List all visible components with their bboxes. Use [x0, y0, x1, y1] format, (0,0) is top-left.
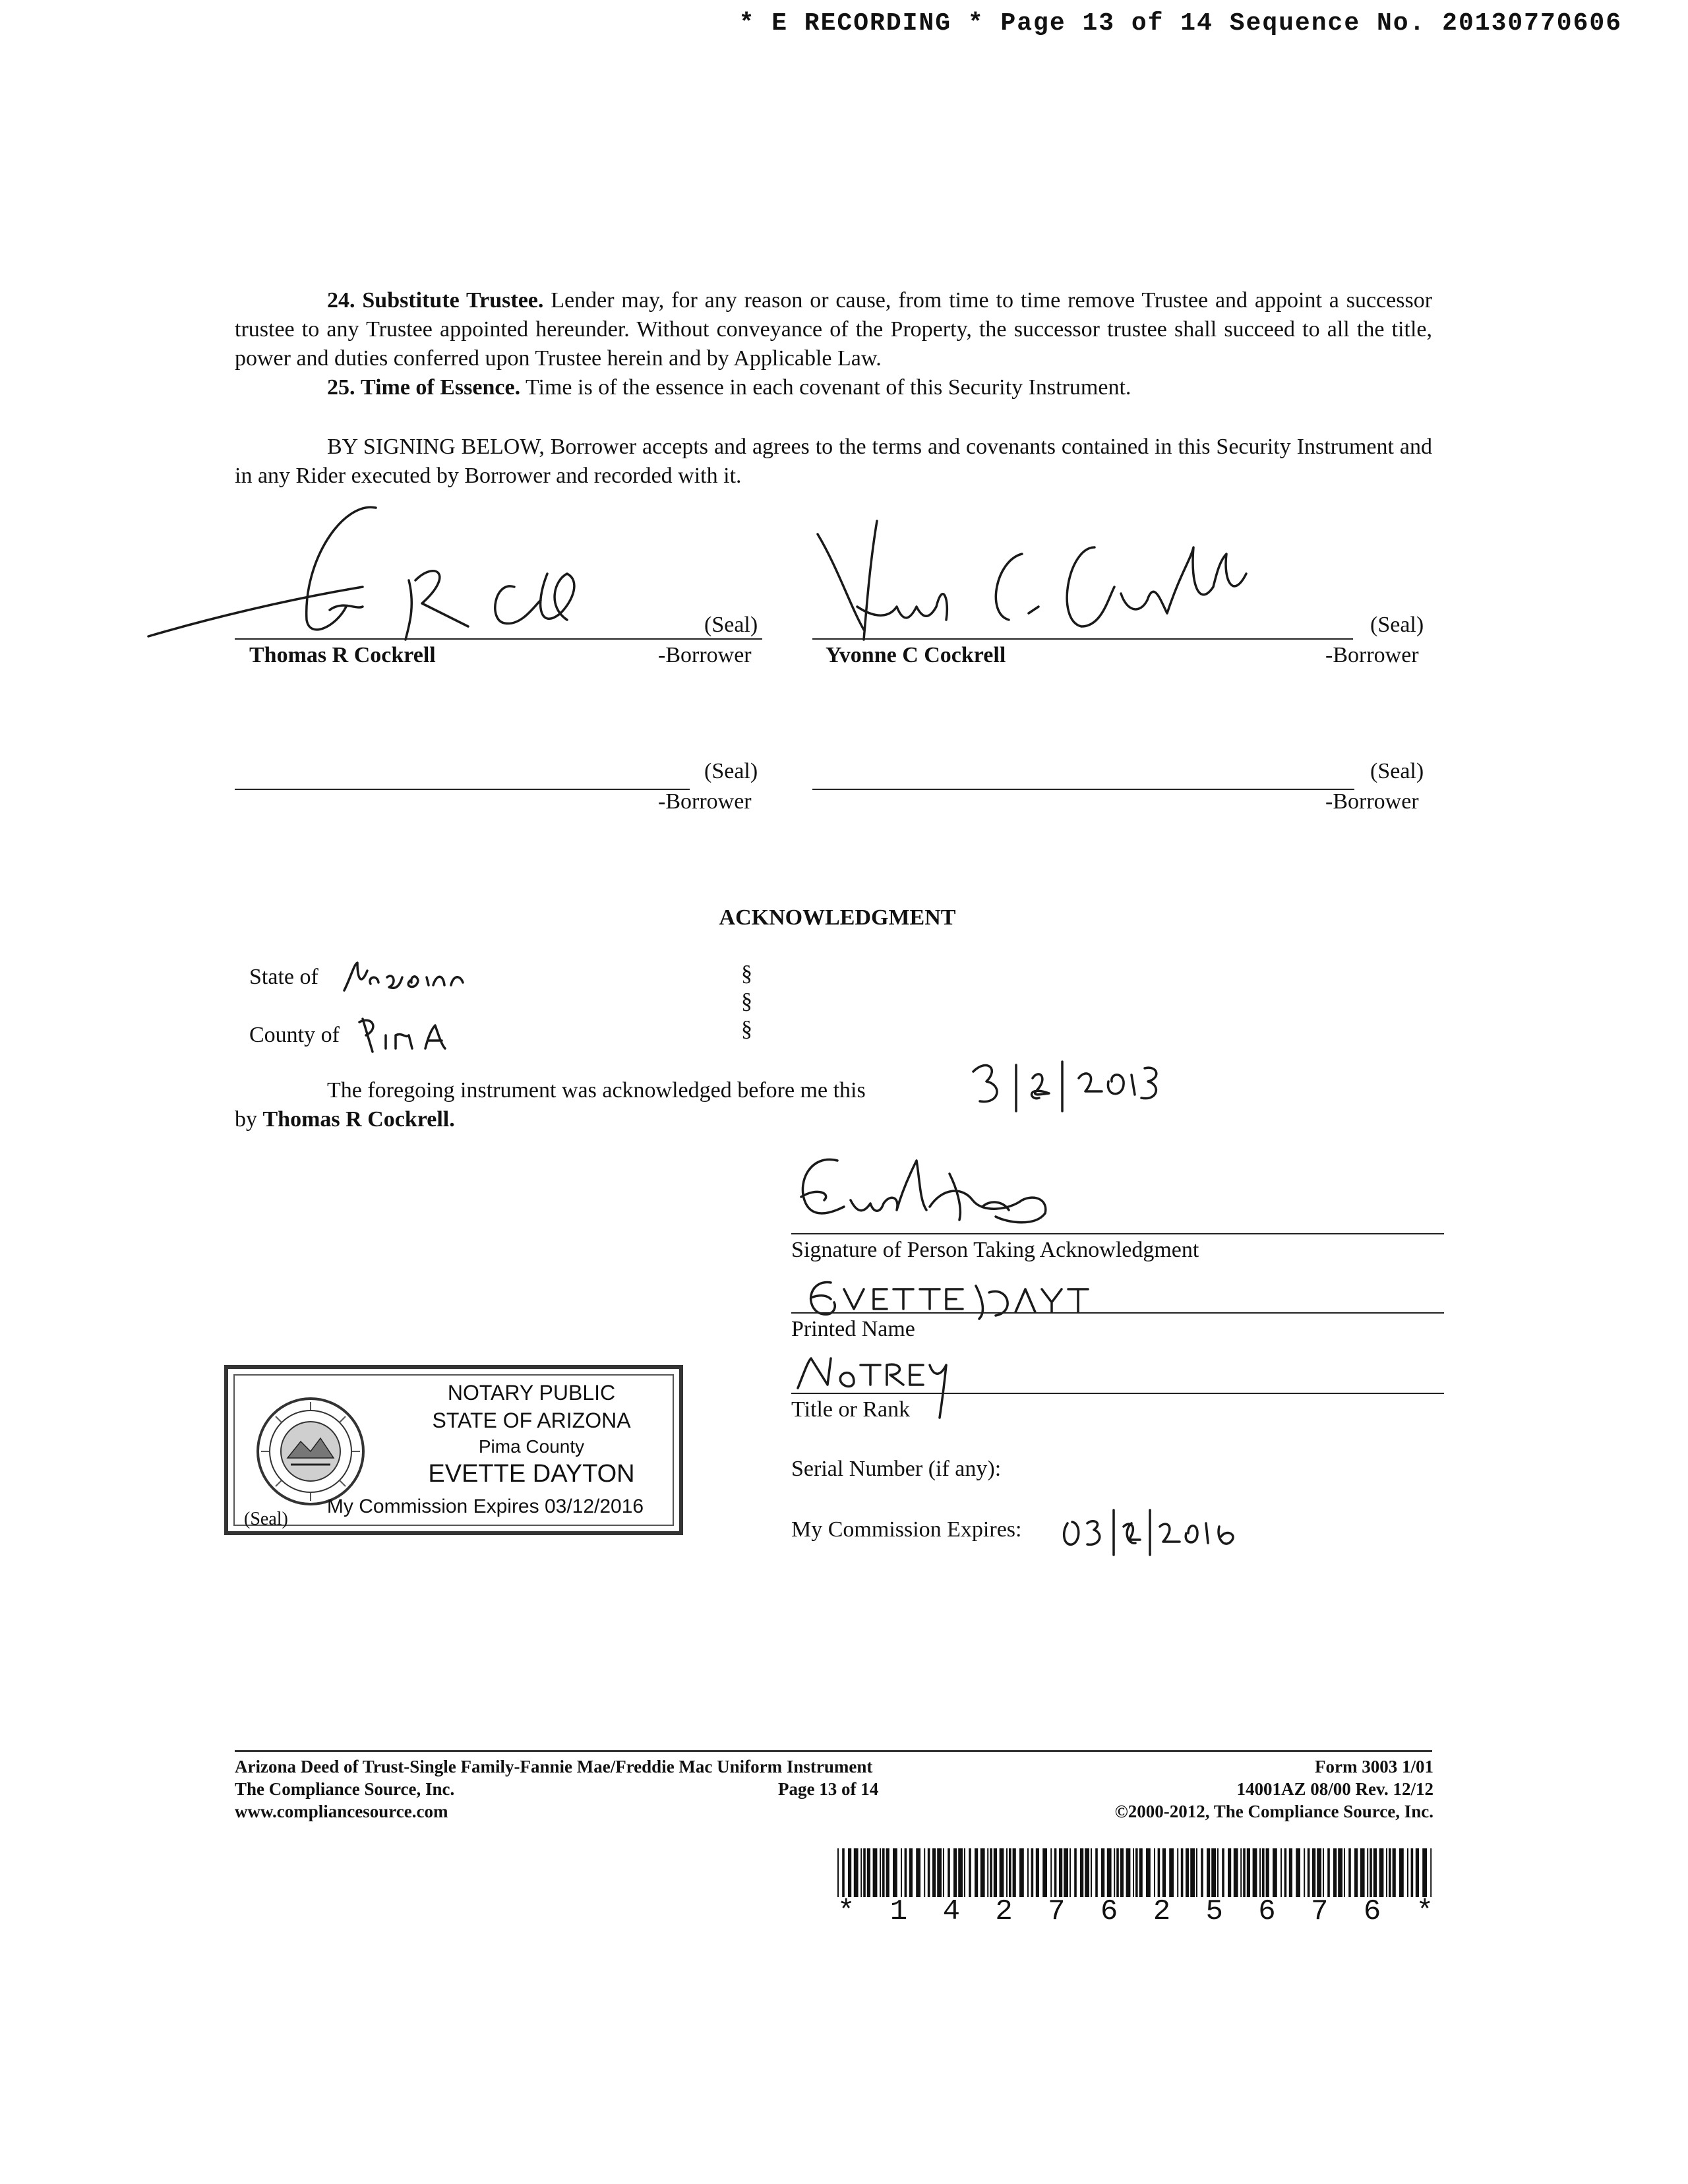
barcode-bar [1054, 1848, 1057, 1897]
county-handwritten [353, 1009, 471, 1055]
acknowledged-name: Thomas R Cockrell. [262, 1107, 455, 1132]
borrower-3-signature-line [235, 789, 690, 790]
barcode-bar [1169, 1848, 1174, 1897]
stamp-county: Pima County [478, 1436, 585, 1457]
barcode-bar [975, 1848, 978, 1897]
barcode-bar [980, 1848, 985, 1897]
barcode-bar [1262, 1848, 1265, 1897]
commission-expires-label: My Commission Expires: [791, 1517, 1022, 1542]
borrower-1-seal: (Seal) [704, 613, 758, 637]
section-symbol-2: § [741, 989, 752, 1014]
barcode-bar [1201, 1848, 1203, 1897]
barcode-bar [1070, 1848, 1071, 1897]
borrower-1-role: -Borrower [658, 643, 752, 667]
barcode-bar [1116, 1848, 1119, 1897]
borrower-1-signature-line [235, 638, 762, 640]
barcode-bar [1348, 1848, 1351, 1897]
barcode-bar [1050, 1848, 1052, 1897]
acknowledgment-heading: ACKNOWLEDGMENT [719, 905, 956, 930]
barcode-bar [848, 1848, 851, 1897]
barcode-digit: 6 [1100, 1895, 1118, 1928]
footer-form-number: Form 3003 1/01 [1315, 1757, 1433, 1776]
notary-signature [785, 1147, 1114, 1240]
barcode-digit: 2 [995, 1895, 1013, 1928]
barcode-bar [1240, 1848, 1242, 1897]
borrower-2-signature [811, 508, 1259, 653]
barcode-bar [1114, 1848, 1115, 1897]
barcode-icon [837, 1848, 1433, 1897]
foregoing-text: The foregoing instrument was acknowledged before me this [327, 1078, 866, 1103]
section-25 [235, 373, 1432, 402]
barcode-bar [1177, 1848, 1178, 1897]
barcode-bar [909, 1848, 913, 1897]
borrower-3-seal: (Seal) [704, 759, 758, 783]
barcode-digit: * [837, 1895, 855, 1928]
barcode-bar [1019, 1848, 1024, 1897]
barcode-bar [1407, 1848, 1408, 1897]
barcode-bar [1031, 1848, 1034, 1897]
section-25-text: Time is of the essence in each covenant of this Security Instrument. [525, 375, 1131, 400]
barcode-bar [1344, 1848, 1345, 1897]
barcode-digit: 1 [889, 1895, 908, 1928]
barcode-bar [873, 1848, 878, 1897]
barcode-bar [1133, 1848, 1134, 1897]
barcode-bar [1273, 1848, 1277, 1897]
barcode-bar [1190, 1848, 1195, 1897]
barcode-bar [969, 1848, 971, 1897]
footer-form-title: Arizona Deed of Trust-Single Family-Fannie Mae/Freddie Mac Uniform Instrument [235, 1757, 873, 1776]
state-label: State of [249, 965, 318, 989]
barcode-digit: 6 [1363, 1895, 1381, 1928]
by-label: by [235, 1107, 257, 1132]
stamp-commission: My Commission Expires 03/12/2016 [326, 1496, 644, 1517]
barcode-bar [1266, 1848, 1269, 1897]
barcode-bar [1027, 1848, 1029, 1897]
barcode-bar [1080, 1848, 1083, 1897]
barcode-bar [867, 1848, 870, 1897]
barcode-bar [1042, 1848, 1047, 1897]
barcode-bar [1074, 1848, 1077, 1897]
barcode-bar [854, 1848, 859, 1897]
section-25-title: Time of Essence. [361, 375, 521, 400]
barcode-bar [882, 1848, 885, 1897]
barcode-bar [1289, 1848, 1292, 1897]
barcode-bar [1422, 1848, 1427, 1897]
barcode-bar [1234, 1848, 1238, 1897]
barcode-bar [1196, 1848, 1197, 1897]
barcode-bar [1186, 1848, 1189, 1897]
arizona-state-seal-icon [255, 1395, 367, 1507]
barcode-bar [860, 1848, 862, 1897]
barcode-bar [1284, 1848, 1287, 1897]
barcode-bar [905, 1848, 907, 1897]
acknowledged-by [235, 1105, 455, 1134]
barcode-bar [1354, 1848, 1358, 1897]
barcode-bar [893, 1848, 897, 1897]
barcode-bar [937, 1848, 942, 1897]
barcode-bar [1085, 1848, 1089, 1897]
recording-header: * E RECORDING * Page 13 of 14 Sequence No. 20130770606 [738, 9, 1622, 38]
title-label: Title or Rank [791, 1397, 911, 1422]
barcode-bar [880, 1848, 881, 1897]
title-line [791, 1393, 1444, 1394]
section-symbols [741, 960, 752, 1043]
barcode-digit: 5 [1205, 1895, 1223, 1928]
barcode-digits [837, 1895, 1433, 1928]
commission-date-handwritten [1058, 1503, 1242, 1556]
footer-revision: 14001AZ 08/00 Rev. 12/12 [1236, 1779, 1433, 1799]
barcode-bar [863, 1848, 866, 1897]
printed-name-label: Printed Name [791, 1317, 915, 1341]
barcode-bar [994, 1848, 997, 1897]
barcode-bar [1393, 1848, 1396, 1897]
barcode-bar [1386, 1848, 1387, 1897]
barcode-bar [1228, 1848, 1231, 1897]
borrower-4-seal: (Seal) [1370, 759, 1424, 783]
barcode-bar [928, 1848, 930, 1897]
footer-company: The Compliance Source, Inc. [235, 1779, 455, 1799]
barcode-bar [1379, 1848, 1384, 1897]
barcode-bar [1154, 1848, 1155, 1897]
barcode-bar [1317, 1848, 1321, 1897]
barcode-bar [943, 1848, 944, 1897]
acknowledgment-date-handwritten [967, 1055, 1164, 1114]
printed-name-line [791, 1312, 1444, 1314]
barcode-bar [1411, 1848, 1414, 1897]
barcode-bar [1247, 1848, 1250, 1897]
barcode-bar [1211, 1848, 1216, 1897]
barcode-bar [990, 1848, 992, 1897]
barcode-bar [924, 1848, 925, 1897]
barcode-bar [1135, 1848, 1138, 1897]
state-handwritten [338, 957, 469, 1000]
section-24-title: Substitute Trustee. [362, 288, 544, 313]
barcode-bar [1360, 1848, 1365, 1897]
barcode-digit: 4 [942, 1895, 960, 1928]
footer-rule [235, 1750, 1432, 1752]
barcode-bar [1162, 1848, 1166, 1897]
barcode-bar [1327, 1848, 1330, 1897]
barcode-bar [1006, 1848, 1008, 1897]
barcode-bar [1308, 1848, 1310, 1897]
stamp-state: STATE OF ARIZONA [432, 1409, 631, 1432]
barcode-bar [1253, 1848, 1257, 1897]
barcode-bar [1430, 1848, 1432, 1897]
section-25-number: 25. [327, 375, 355, 400]
barcode-bar [1399, 1848, 1404, 1897]
stamp-seal-label: (Seal) [244, 1509, 288, 1529]
section-24 [235, 286, 1432, 373]
barcode-bar [1059, 1848, 1062, 1897]
barcode-bar [1367, 1848, 1368, 1897]
barcode-bar [987, 1848, 988, 1897]
barcode-bar [1013, 1848, 1016, 1897]
barcode-digit: * [1416, 1895, 1433, 1928]
notary-signature-label: Signature of Person Taking Acknowledgment [791, 1238, 1199, 1262]
barcode-bar [1101, 1848, 1104, 1897]
barcode-bar [842, 1848, 845, 1897]
barcode-bar [953, 1848, 957, 1897]
borrower-2-signature-line [812, 638, 1353, 640]
barcode-digit: 2 [1153, 1895, 1171, 1928]
borrower-2-role: -Borrower [1325, 643, 1419, 667]
county-label: County of [249, 1023, 340, 1047]
barcode-bar [1139, 1848, 1143, 1897]
section-24-text: Lender may, for any reason or cause, from time to time remove Trustee and appoint a successor trustee to any Trustee appointed hereunder. Without conveyance of the Property, the successor trustee shall succeed to all the title, power and duties conferred upon Trustee herein and by Applicable Law. [235, 288, 1433, 371]
footer-website: www.compliancesource.com [235, 1802, 448, 1821]
barcode-digit: 7 [1311, 1895, 1329, 1928]
borrower-3-role: -Borrower [658, 789, 752, 814]
barcode-bar [837, 1848, 839, 1897]
barcode-bar [1296, 1848, 1300, 1897]
barcode-bar [1416, 1848, 1419, 1897]
barcode-bar [1312, 1848, 1315, 1897]
barcode-bar [1222, 1848, 1224, 1897]
barcode-bar [1146, 1848, 1151, 1897]
stamp-notary-public: NOTARY PUBLIC [447, 1381, 616, 1405]
barcode-bar [964, 1848, 965, 1897]
barcode-bar [1389, 1848, 1391, 1897]
barcode-bar [1009, 1848, 1011, 1897]
borrower-1-signature [145, 488, 593, 646]
barcode-digit: 7 [1048, 1895, 1066, 1928]
barcode-bar [932, 1848, 936, 1897]
barcode-bar [1181, 1848, 1184, 1897]
stamp-notary-name: EVETTE DAYTON [428, 1460, 635, 1488]
barcode-bar [1323, 1848, 1324, 1897]
barcode-bar [958, 1848, 963, 1897]
barcode-bar [1120, 1848, 1124, 1897]
barcode-bar [916, 1848, 920, 1897]
borrower-1-name: Thomas R Cockrell [249, 643, 436, 667]
borrower-4-role: -Borrower [1325, 789, 1419, 814]
barcode-digit: 6 [1258, 1895, 1276, 1928]
barcode-bar [1217, 1848, 1219, 1897]
barcode-bar [1091, 1848, 1092, 1897]
serial-number-label: Serial Number (if any): [791, 1457, 1002, 1481]
barcode-bar [1338, 1848, 1342, 1897]
signing-statement: BY SIGNING BELOW, Borrower accepts and agrees to the terms and covenants contained in this Security Instrument and in any Rider executed by Borrower and recorded with it. [235, 435, 1432, 488]
notary-signature-line [791, 1233, 1444, 1234]
barcode-bar [1107, 1848, 1112, 1897]
barcode-bar [1333, 1848, 1337, 1897]
section-24-number: 24. [327, 288, 355, 313]
borrower-4-signature-line [812, 789, 1354, 790]
footer-page-number: Page 13 of 14 [778, 1779, 879, 1799]
barcode-bar [886, 1848, 889, 1897]
barcode-bar [901, 1848, 902, 1897]
section-symbol-1: § [741, 961, 752, 986]
borrower-2-name: Yvonne C Cockrell [826, 643, 1006, 667]
borrower-2-seal: (Seal) [1370, 613, 1424, 637]
barcode-bar [948, 1848, 950, 1897]
barcode-bar [1281, 1848, 1282, 1897]
section-symbol-3: § [741, 1017, 752, 1041]
barcode-bar [1095, 1848, 1098, 1897]
barcode-bar [1036, 1848, 1039, 1897]
barcode-bar [1064, 1848, 1068, 1897]
barcode-bar [1158, 1848, 1160, 1897]
barcode-bar [1259, 1848, 1261, 1897]
barcode-bar [1207, 1848, 1210, 1897]
barcode-bar [1373, 1848, 1377, 1897]
barcode-bar [1243, 1848, 1246, 1897]
notary-stamp [224, 1365, 683, 1535]
barcode-bar [1126, 1848, 1131, 1897]
footer-copyright: ©2000-2012, The Compliance Source, Inc. [1114, 1802, 1433, 1821]
barcode-bar [1000, 1848, 1004, 1897]
barcode-bar [1370, 1848, 1372, 1897]
barcode-bar [1304, 1848, 1305, 1897]
